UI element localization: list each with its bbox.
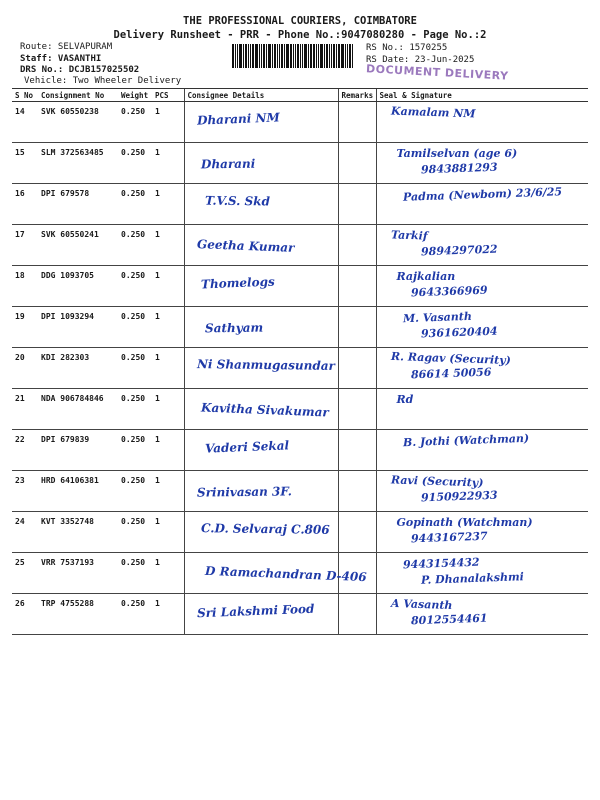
row-consignee-cell bbox=[184, 225, 338, 266]
row-sno: 22 bbox=[12, 430, 38, 471]
row-pcs: 1 bbox=[152, 430, 184, 471]
row-sno: 14 bbox=[12, 102, 38, 143]
row-remarks-cell bbox=[338, 102, 376, 143]
row-weight: 0.250 bbox=[118, 348, 152, 389]
row-weight: 0.250 bbox=[118, 143, 152, 184]
row-sno: 24 bbox=[12, 512, 38, 553]
table-row bbox=[12, 512, 588, 553]
row-remarks-cell bbox=[338, 184, 376, 225]
table-row bbox=[12, 266, 588, 307]
row-consignee-cell bbox=[184, 348, 338, 389]
row-sno: 26 bbox=[12, 594, 38, 635]
row-seal-cell bbox=[376, 553, 588, 594]
row-pcs: 1 bbox=[152, 225, 184, 266]
row-remarks-cell bbox=[338, 594, 376, 635]
consignee-handwriting: Ni Shanmugasundar bbox=[196, 357, 335, 373]
row-consignee-cell bbox=[184, 184, 338, 225]
row-sno: 17 bbox=[12, 225, 38, 266]
signature-handwriting: 9443154432 bbox=[402, 555, 480, 572]
row-remarks-cell bbox=[338, 225, 376, 266]
row-consignment-no: KVT 3352748 bbox=[38, 512, 118, 553]
row-consignee-cell bbox=[184, 512, 338, 553]
table-body bbox=[12, 102, 588, 635]
row-pcs: 1 bbox=[152, 553, 184, 594]
row-pcs: 1 bbox=[152, 348, 184, 389]
col-weight: Weight bbox=[118, 89, 152, 102]
row-consignment-no: DDG 1093705 bbox=[38, 266, 118, 307]
row-seal-cell bbox=[376, 225, 588, 266]
table-row bbox=[12, 348, 588, 389]
row-consignment-no: DPI 679578 bbox=[38, 184, 118, 225]
consignee-handwriting: Dharani NM bbox=[196, 110, 280, 128]
consignee-handwriting: Thomelogs bbox=[200, 274, 275, 292]
table-row bbox=[12, 594, 588, 635]
row-consignee-cell bbox=[184, 553, 367, 594]
signature-phone-handwriting: 9443167237 bbox=[410, 529, 488, 546]
drs-barcode bbox=[232, 44, 358, 68]
company-title: THE PROFESSIONAL COURIERS, COIMBATORE bbox=[183, 15, 417, 27]
signature-phone-handwriting: 9894297022 bbox=[420, 242, 498, 259]
table-header-row bbox=[12, 89, 588, 102]
row-seal-cell bbox=[376, 102, 588, 143]
row-weight: 0.250 bbox=[118, 594, 152, 635]
signature-handwriting: Tamilselvan (age 6) bbox=[396, 147, 518, 160]
row-weight: 0.250 bbox=[118, 225, 152, 266]
row-consignee-cell bbox=[184, 389, 338, 430]
row-consignment-no: NDA 906784846 bbox=[38, 389, 118, 430]
row-consignee-cell bbox=[184, 430, 338, 471]
row-consignee-cell bbox=[184, 307, 338, 348]
consignee-handwriting: Srinivasan 3F. bbox=[196, 484, 292, 500]
drs-number: DRS No.: DCJB157025502 bbox=[20, 65, 140, 75]
row-weight: 0.250 bbox=[118, 471, 152, 512]
row-consignment-no: SLM 372563485 bbox=[38, 143, 118, 184]
table-row bbox=[12, 471, 588, 512]
row-consignee-cell bbox=[184, 102, 338, 143]
table-row bbox=[12, 225, 588, 266]
signature-handwriting: Gopinath (Watchman) bbox=[396, 516, 533, 529]
row-remarks-cell bbox=[338, 512, 376, 553]
consignee-handwriting: Sri Lakshmi Food bbox=[196, 601, 315, 621]
row-seal-cell bbox=[376, 430, 588, 471]
row-consignment-no: VRR 7537193 bbox=[38, 553, 118, 594]
row-pcs: 1 bbox=[152, 184, 184, 225]
row-consignment-no: TRP 4755288 bbox=[38, 594, 118, 635]
row-consignment-no: SVK 60550238 bbox=[38, 102, 118, 143]
staff-label: Staff: VASANTHI bbox=[20, 54, 102, 64]
col-remarks: Remarks bbox=[338, 89, 376, 102]
signature-phone-handwriting: 9150922933 bbox=[420, 488, 498, 505]
runsheet-subtitle: Delivery Runsheet - PRR - Phone No.:9047080280 - Page No.:2 bbox=[113, 29, 487, 41]
row-remarks-cell bbox=[338, 266, 376, 307]
consignee-handwriting: C.D. Selvaraj C.806 bbox=[200, 521, 330, 537]
document-delivery-stamp: DOCUMENT DELIVERY bbox=[365, 62, 509, 83]
row-seal-cell bbox=[376, 348, 588, 389]
row-consignee-cell bbox=[184, 594, 338, 635]
row-sno: 15 bbox=[12, 143, 38, 184]
table-row bbox=[12, 102, 588, 143]
table-row bbox=[12, 430, 588, 471]
col-consignee: Consignee Details bbox=[184, 89, 338, 102]
signature-handwriting: A Vasanth bbox=[390, 596, 453, 613]
row-remarks-cell bbox=[338, 471, 376, 512]
signature-handwriting: Rd bbox=[396, 393, 414, 406]
row-pcs: 1 bbox=[152, 594, 184, 635]
row-weight: 0.250 bbox=[118, 266, 152, 307]
signature-phone-handwriting: 9361620404 bbox=[420, 324, 498, 341]
signature-phone-handwriting: 8012554461 bbox=[410, 611, 488, 628]
row-weight: 0.250 bbox=[118, 102, 152, 143]
row-seal-cell bbox=[376, 389, 588, 430]
col-sno: S No bbox=[12, 89, 38, 102]
rs-number: RS No.: 1570255 bbox=[366, 43, 448, 53]
row-sno: 18 bbox=[12, 266, 38, 307]
row-consignment-no: DPI 1093294 bbox=[38, 307, 118, 348]
row-seal-cell bbox=[376, 512, 588, 553]
row-seal-cell bbox=[376, 266, 588, 307]
row-remarks-cell bbox=[338, 348, 376, 389]
row-pcs: 1 bbox=[152, 512, 184, 553]
row-sno: 21 bbox=[12, 389, 38, 430]
row-remarks-cell bbox=[338, 553, 376, 594]
row-consignment-no: DPI 679839 bbox=[38, 430, 118, 471]
row-pcs: 1 bbox=[152, 389, 184, 430]
col-pcs: PCS bbox=[152, 89, 184, 102]
consignee-handwriting: Dharani bbox=[200, 156, 255, 172]
table-row bbox=[12, 553, 588, 594]
row-sno: 20 bbox=[12, 348, 38, 389]
row-remarks-cell bbox=[338, 389, 376, 430]
row-consignee-cell bbox=[184, 143, 338, 184]
runsheet-table bbox=[12, 88, 588, 635]
table-row bbox=[12, 307, 588, 348]
signature-phone-handwriting: P. Dhanalakshmi bbox=[420, 570, 524, 587]
consignee-handwriting: Sathyam bbox=[204, 320, 263, 336]
signature-phone-handwriting: 9843881293 bbox=[420, 160, 498, 177]
col-consignment: Consignment No bbox=[38, 89, 118, 102]
row-pcs: 1 bbox=[152, 471, 184, 512]
row-seal-cell bbox=[376, 307, 588, 348]
row-consignee-cell bbox=[184, 471, 338, 512]
signature-handwriting: B. Jothi (Watchman) bbox=[402, 431, 529, 450]
row-weight: 0.250 bbox=[118, 184, 152, 225]
signature-phone-handwriting: 86614 50056 bbox=[410, 365, 492, 382]
runsheet-table-wrap bbox=[12, 88, 588, 635]
signature-handwriting: M. Vasanth bbox=[402, 309, 472, 326]
row-consignment-no: KDI 282303 bbox=[38, 348, 118, 389]
row-sno: 25 bbox=[12, 553, 38, 594]
signature-handwriting: Tarkif bbox=[390, 228, 428, 243]
row-consignment-no: SVK 60550241 bbox=[38, 225, 118, 266]
row-pcs: 1 bbox=[152, 266, 184, 307]
rs-date: RS Date: 23-Jun-2025 bbox=[366, 55, 475, 65]
signature-handwriting: Ravi (Security) bbox=[390, 473, 484, 490]
signature-handwriting: Kamalam NM bbox=[390, 104, 476, 121]
row-consignment-no: HRD 64106381 bbox=[38, 471, 118, 512]
row-weight: 0.250 bbox=[118, 389, 152, 430]
consignee-handwriting: Vaderi Sekal bbox=[204, 438, 289, 456]
row-sno: 19 bbox=[12, 307, 38, 348]
row-weight: 0.250 bbox=[118, 512, 152, 553]
consignee-handwriting: D Ramachandran D-406 bbox=[204, 563, 367, 585]
route-label: Route: SELVAPURAM bbox=[20, 42, 113, 52]
signature-handwriting: Rajkalian bbox=[396, 270, 456, 283]
signature-handwriting: Padma (Newbom) 23/6/25 bbox=[402, 185, 562, 204]
col-seal: Seal & Signature bbox=[376, 89, 588, 102]
row-weight: 0.250 bbox=[118, 307, 152, 348]
row-remarks-cell bbox=[338, 430, 376, 471]
row-pcs: 1 bbox=[152, 102, 184, 143]
row-weight: 0.250 bbox=[118, 430, 152, 471]
row-remarks-cell bbox=[338, 143, 376, 184]
row-pcs: 1 bbox=[152, 143, 184, 184]
row-seal-cell bbox=[376, 594, 588, 635]
row-sno: 23 bbox=[12, 471, 38, 512]
consignee-handwriting: T.V.S. Skd bbox=[204, 193, 270, 209]
table-row bbox=[12, 184, 588, 225]
row-pcs: 1 bbox=[152, 307, 184, 348]
consignee-handwriting: Geetha Kumar bbox=[196, 237, 295, 255]
signature-handwriting: R. Ragav (Security) bbox=[390, 349, 511, 368]
row-remarks-cell bbox=[338, 307, 376, 348]
consignee-handwriting: Kavitha Sivakumar bbox=[200, 400, 329, 420]
row-consignee-cell bbox=[184, 266, 338, 307]
vehicle-label: Vehicle: Two Wheeler Delivery bbox=[24, 76, 182, 86]
row-seal-cell bbox=[376, 184, 588, 225]
row-seal-cell bbox=[376, 471, 588, 512]
row-weight: 0.250 bbox=[118, 553, 152, 594]
signature-phone-handwriting: 9643366969 bbox=[410, 283, 488, 300]
table-row bbox=[12, 389, 588, 430]
row-seal-cell bbox=[376, 143, 588, 184]
row-sno: 16 bbox=[12, 184, 38, 225]
table-row bbox=[12, 143, 588, 184]
